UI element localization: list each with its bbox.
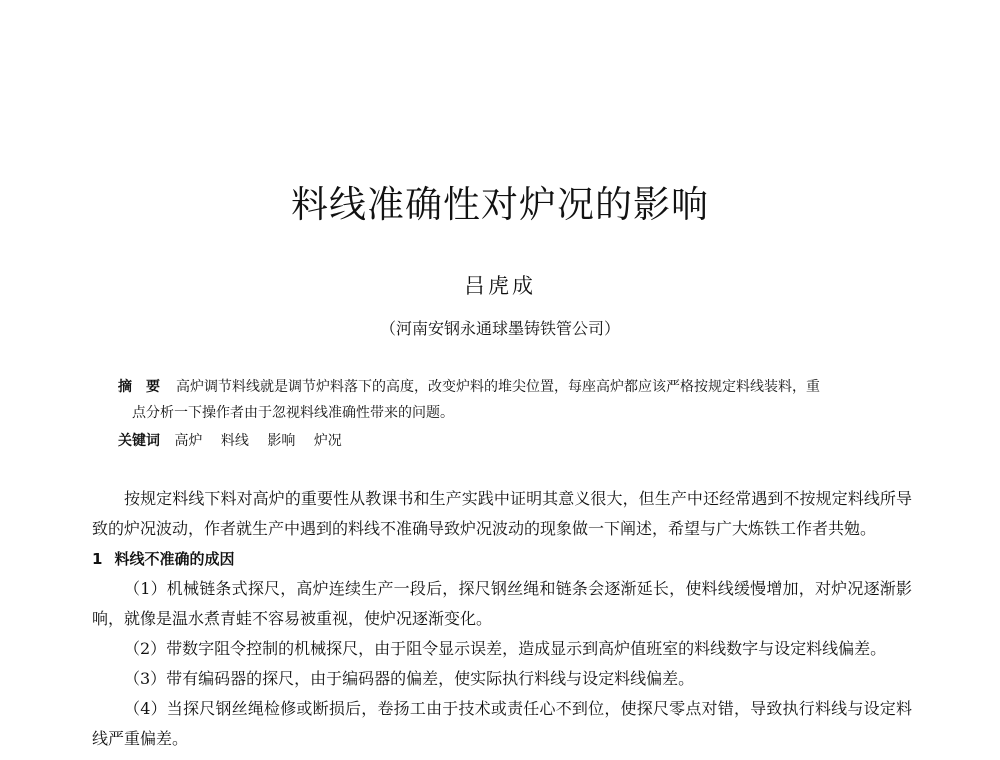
abstract: [118, 374, 888, 426]
keyword-item: 影响: [267, 433, 296, 449]
list-item-3: （3）带有编码器的探尺，由于编码器的偏差，使实际执行料线与设定料线偏差。: [124, 669, 695, 688]
keywords-label: 关键词: [118, 433, 160, 449]
section-heading: [92, 544, 912, 574]
body-text: [92, 484, 912, 754]
keyword-item: 炉况: [313, 433, 342, 449]
keywords: [118, 430, 356, 450]
keyword-item: 料线: [220, 433, 249, 449]
abstract-line-2: 点分析一下操作者由于忽视料线准确性带来的问题。: [132, 405, 454, 421]
author-affiliation: （河南安钢永通球墨铸铁管公司）: [379, 319, 620, 338]
section-number: 1: [92, 550, 103, 568]
keyword-item: 高炉: [174, 433, 203, 449]
list-item-4: （4）当探尺钢丝绳检修或断损后，卷扬工由于技术或责任心不到位，使探尺零点对错，导致执行料线与设定料线严重偏差。: [92, 699, 912, 748]
abstract-label: 摘 要: [118, 379, 160, 395]
author-name: 吕虎成: [464, 274, 536, 298]
abstract-text-1: 高炉调节料线就是调节炉料落下的高度，改变炉料的堆尖位置，每座高炉都应该严格按规定料线装料，重: [176, 379, 820, 395]
list-item-1: （1）机械链条式探尺，高炉连续生产一段后，探尺钢丝绳和链条会逐渐延长，使料线缓慢增加，对炉况逐渐影响，就像是温水煮青蛙不容易被重视，使炉况逐渐变化。: [92, 579, 912, 628]
paper-title: 料线准确性对炉况的影响: [291, 183, 709, 226]
section-title: 料线不准确的成因: [114, 550, 235, 568]
list-item-2: （2）带数字阻令控制的机械探尺，由于阻令显示误差，造成显示到高炉值班室的料线数字与设定料线偏差。: [124, 639, 887, 658]
abstract-line-1: [118, 374, 888, 400]
intro-paragraph: 按规定料线下料对高炉的重要性从教课书和生产实践中证明其意义很大，但生产中还经常遇到不按规定料线所导致的炉况波动，作者就生产中遇到的料线不准确导致炉况波动的现象做一下阐述，希望与广大炼铁工作者共勉。: [92, 489, 912, 538]
